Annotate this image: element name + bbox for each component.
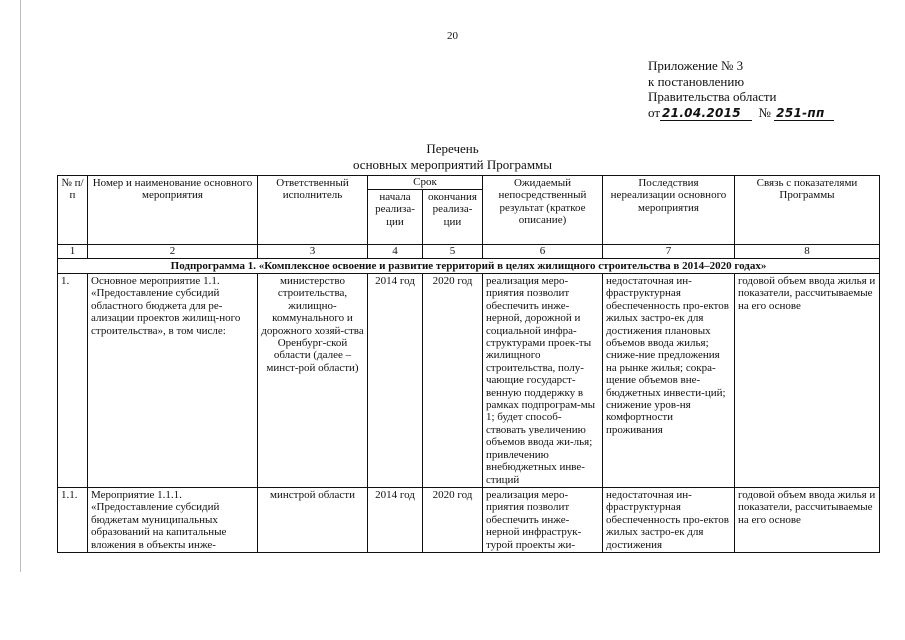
row-executor: минстрой области [258, 487, 368, 552]
row-link: годовой объем ввода жилья и показатели, рассчитываемые на его основе [735, 487, 880, 552]
title-line-1: Перечень [426, 141, 479, 156]
page-bottom-area [0, 572, 905, 640]
column-number: 3 [258, 245, 368, 259]
date-prefix: от [648, 104, 661, 120]
column-numbers-row [58, 245, 880, 259]
page-number: 20 [447, 30, 458, 42]
header-num: № п/п [58, 176, 88, 245]
number-prefix: № [758, 104, 771, 120]
header-term-start: начала реализа-ции [368, 190, 423, 245]
header-term-end: окончания реализа-ции [423, 190, 483, 245]
column-number: 2 [88, 245, 258, 259]
appendix-block [648, 58, 834, 121]
column-number: 6 [483, 245, 603, 259]
row-num: 1.1. [58, 487, 88, 552]
table-row [58, 487, 880, 552]
scan-edge-line [20, 0, 21, 640]
activities-table [57, 175, 880, 553]
subprogram-row [58, 259, 880, 274]
column-number: 7 [603, 245, 735, 259]
header-term: Срок [368, 176, 483, 190]
row-link: годовой объем ввода жилья и показатели, рассчитываемые на его основе [735, 274, 880, 488]
row-name: Основное мероприятие 1.1. «Предоставление субсидий областного бюджета для ре-ализации проектов жилищ-ного строительства», в том числе: [88, 274, 258, 488]
header-row-1 [58, 176, 880, 190]
row-end: 2020 год [423, 487, 483, 552]
subprogram-title: Подпрограмма 1. «Комплексное освоение и развитие территорий в целях жилищного строительства в 2014–2020 годах» [58, 259, 880, 274]
document-title [0, 141, 905, 172]
header-consequences: Последствия нереализации основного мероприятия [603, 176, 735, 245]
handwritten-date: 21.04.2015 [660, 107, 752, 121]
row-start: 2014 год [368, 274, 423, 488]
row-result: реализация меро-приятия позволит обеспечить инже-нерной, дорожной и социальной инфра-структурами проек-ты жилищного строительства, полу-чающие государст-венную поддержку в рамках подпрограм-мы 1; будет способ-ствовать увеличению объемов ввода жи-лья; привлечению внебюджетных инве-стиций [483, 274, 603, 488]
row-name: Мероприятие 1.1.1. «Предоставление субсидий бюджетам муниципальных образований на капитальные вложения в объекты инже- [88, 487, 258, 552]
row-consequences: недостаточная ин-фраструктурная обеспеченность про-ектов жилых застро-ек для достижения плановых объемов ввода жилья; сниже-ние предложения на рынке жилья; сокра-щение объемов вне-бюджетных инвести-ций; снижение уров-ня комфортности проживания [603, 274, 735, 488]
column-number: 1 [58, 245, 88, 259]
column-number: 8 [735, 245, 880, 259]
row-end: 2020 год [423, 274, 483, 488]
column-number: 5 [423, 245, 483, 259]
row-executor: министерство строительства, жилищно-коммунального и дорожного хозяй-ства Оренбург-ской области (далее – минст-рой области) [258, 274, 368, 488]
header-name: Номер и наименование основного мероприятия [88, 176, 258, 245]
row-result: реализация меро-приятия позволит обеспечить инже-нерной инфраструк-турой проекты жи- [483, 487, 603, 552]
table-row [58, 274, 880, 488]
appendix-resolution: к постановлению [648, 73, 745, 89]
header-link: Связь с показателями Программы [735, 176, 880, 245]
row-start: 2014 год [368, 487, 423, 552]
row-num: 1. [58, 274, 88, 488]
appendix-government: Правительства области [648, 89, 777, 104]
title-line-2: основных мероприятий Программы [352, 156, 553, 172]
header-result: Ожидаемый непосредственный результат (краткое описание) [483, 176, 603, 245]
row-consequences: недостаточная ин-фраструктурная обеспеченность про-ектов жилых застро-ек для достижения [603, 487, 735, 552]
appendix-date-line [648, 105, 834, 121]
appendix-title: Приложение № 3 [648, 58, 744, 73]
column-number: 4 [368, 245, 423, 259]
handwritten-number: 251-пп [774, 107, 834, 121]
header-executor: Ответственный исполнитель [258, 176, 368, 245]
